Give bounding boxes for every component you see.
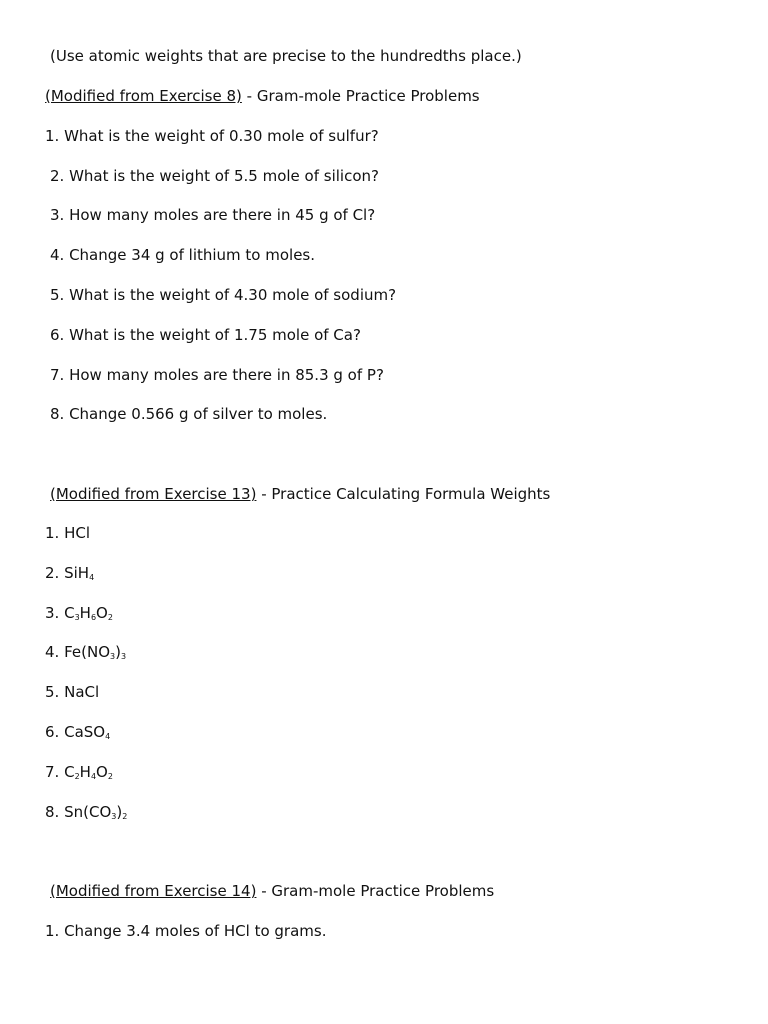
heading-separator: - — [256, 485, 272, 503]
formula-item — [45, 682, 99, 702]
section-title: Gram-mole Practice Problems — [271, 882, 495, 900]
formula-item — [45, 563, 94, 583]
list-item: 5. What is the weight of 4.30 mole of sodium? — [50, 286, 397, 304]
section-heading-exercise-8 — [45, 86, 480, 106]
formula: HCl — [64, 524, 91, 542]
list-item: 1. Change 3.4 moles of HCl to grams. — [45, 922, 327, 940]
formula-item — [45, 722, 110, 742]
intro-note: (Use atomic weights that are precise to the hundredths place.) — [50, 47, 522, 65]
list-item: 6. What is the weight of 1.75 mole of Ca? — [50, 326, 361, 344]
item-number: 5. — [45, 683, 60, 701]
list-item: 3. How many moles are there in 45 g of Cl? — [50, 206, 376, 224]
heading-separator: - — [241, 87, 257, 105]
item-number: 2. — [45, 564, 60, 582]
list-item: 7. How many moles are there in 85.3 g of P? — [50, 366, 384, 384]
formula: CaSO$_4$ — [64, 723, 111, 741]
formula: $Sn(CO_3)_2$ — [64, 803, 128, 821]
exercise-14-reference: (Modified from Exercise 14) — [50, 882, 257, 900]
list-item: 2. What is the weight of 5.5 mole of silicon? — [50, 167, 379, 185]
section-heading-exercise-14 — [50, 881, 494, 901]
item-number: 4. — [45, 643, 60, 661]
formula-item — [45, 642, 126, 662]
list-item: 8. Change 0.566 g of silver to moles. — [50, 405, 328, 423]
item-number: 1. — [45, 524, 60, 542]
formula-item — [45, 603, 113, 623]
formula-item — [45, 802, 127, 822]
formula: $Fe(NO_3)_3$ — [64, 643, 127, 661]
section-title: Gram-mole Practice Problems — [256, 87, 480, 105]
formula: NaCl — [64, 683, 100, 701]
exercise-8-reference: (Modified from Exercise 8) — [45, 87, 242, 105]
list-item: 4. Change 34 g of lithium to moles. — [50, 246, 316, 264]
formula-item — [45, 762, 113, 782]
formula: $C_2H_4O_2$ — [64, 763, 113, 781]
section-heading-exercise-13 — [50, 484, 550, 504]
item-number: 7. — [45, 763, 60, 781]
item-number: 8. — [45, 803, 60, 821]
formula: SiH$_4$ — [64, 564, 95, 582]
list-item: 1. What is the weight of 0.30 mole of sulfur? — [45, 127, 379, 145]
exercise-13-reference: (Modified from Exercise 13) — [50, 485, 257, 503]
item-number: 6. — [45, 723, 60, 741]
section-title: Practice Calculating Formula Weights — [271, 485, 551, 503]
formula: $C_3H_6O_2$ — [64, 604, 113, 622]
item-number: 3. — [45, 604, 60, 622]
heading-separator: - — [256, 882, 272, 900]
formula-item — [45, 523, 90, 543]
